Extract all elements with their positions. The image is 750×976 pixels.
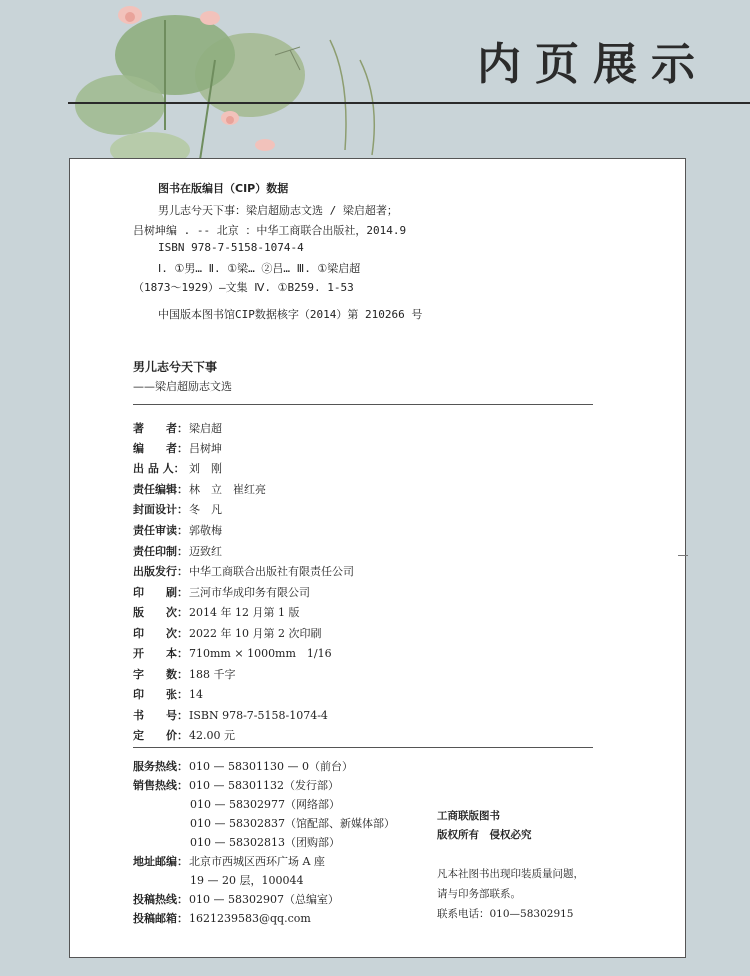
- lotus-illustration: [0, 0, 430, 170]
- contact-value: 010 — 58302907（总编室）: [189, 893, 339, 906]
- info-value: 中华工商联合出版社有限责任公司: [189, 565, 354, 578]
- cip-line: 男儿志兮天下事：梁启超励志文选 / 梁启超著；: [158, 204, 398, 217]
- contact-value: 北京市西城区西环广场 A 座: [189, 855, 325, 868]
- info-value: 梁启超: [189, 422, 222, 435]
- info-label: 印 刷：: [133, 586, 188, 599]
- info-value: 刘 刚: [189, 462, 222, 475]
- contact-label: 投稿邮箱：: [133, 912, 188, 925]
- info-row: [133, 481, 266, 497]
- contact-row: [133, 777, 339, 793]
- contact-label: 服务热线：: [133, 760, 188, 773]
- info-row: [133, 440, 222, 456]
- contact-value: 19 — 20 层，100044: [190, 874, 304, 887]
- quality-notice: 请与印务部联系。: [437, 888, 521, 900]
- info-row: [133, 707, 328, 723]
- contact-value: 010 — 58302977（网络部）: [190, 798, 340, 811]
- info-value: 冬 凡: [189, 503, 222, 516]
- info-row: [133, 563, 354, 579]
- info-value: 林 立 崔红亮: [189, 483, 266, 496]
- info-label: 责任印制：: [133, 545, 188, 558]
- info-label: 责任审读：: [133, 524, 188, 537]
- contact-value: 1621239583@qq.com: [189, 912, 311, 925]
- divider: [133, 404, 593, 405]
- info-label: 责任编辑：: [133, 483, 188, 496]
- contact-label: 投稿热线：: [133, 893, 188, 906]
- info-value: 三河市华成印务有限公司: [189, 586, 310, 599]
- info-label: 封面设计：: [133, 503, 188, 516]
- info-row: [133, 625, 321, 641]
- info-row: [133, 727, 235, 743]
- info-label: 版 次：: [133, 606, 188, 619]
- cip-heading: 图书在版编目（CIP）数据: [158, 182, 289, 195]
- contact-row: [133, 853, 325, 869]
- quality-notice: 凡本社图书出现印装质量问题，: [437, 868, 584, 880]
- info-row: [133, 604, 299, 620]
- contact-value: 010 — 58302813（团购部）: [190, 836, 340, 849]
- info-label: 字 数：: [133, 668, 188, 681]
- contact-row: [133, 910, 311, 926]
- info-row: [133, 666, 236, 682]
- info-label: 书 号：: [133, 709, 188, 722]
- info-label: 定 价：: [133, 729, 188, 742]
- info-value: 42.00 元: [189, 729, 235, 742]
- publisher-name: 工商联版图书: [437, 810, 500, 822]
- info-value: 迈致红: [189, 545, 222, 558]
- cip-line: Ⅰ. ①男… Ⅱ. ①梁… ②吕… Ⅲ. ①梁启超: [158, 262, 361, 275]
- info-value: 188 千字: [189, 668, 236, 681]
- info-value: 710mm × 1000mm 1/16: [189, 647, 332, 660]
- cip-line: ISBN 978-7-5158-1074-4: [158, 241, 304, 254]
- info-row: [133, 645, 332, 661]
- rights-notice: 版权所有 侵权必究: [437, 829, 532, 841]
- info-value: 2022 年 10 月第 2 次印刷: [189, 627, 322, 640]
- info-row: [133, 501, 222, 517]
- book-subtitle: ——梁启超励志文选: [133, 380, 232, 393]
- contact-row: [133, 891, 339, 907]
- info-value: ISBN 978-7-5158-1074-4: [189, 709, 328, 722]
- info-row: [133, 543, 222, 559]
- info-label: 印 次：: [133, 627, 188, 640]
- info-value: 郭敬梅: [189, 524, 222, 537]
- info-label: 出 品 人：: [133, 462, 185, 475]
- info-row: [133, 420, 222, 436]
- info-value: 2014 年 12 月第 1 版: [189, 606, 300, 619]
- contact-value: 010 — 58301132（发行部）: [189, 779, 339, 792]
- info-value: 吕树坤: [189, 442, 222, 455]
- cip-line: （1873～1929）—文集 Ⅳ. ①B259. 1-53: [133, 281, 354, 294]
- contact-phone: 联系电话：010—58302915: [437, 908, 574, 920]
- info-label: 编 者：: [133, 442, 188, 455]
- info-row: [133, 686, 203, 702]
- info-row: [133, 460, 222, 476]
- contact-label: 地址邮编：: [133, 855, 188, 868]
- info-label: 出版发行：: [133, 565, 188, 578]
- cip-line: 中国版本图书馆CIP数据核字（2014）第 210266 号: [158, 308, 423, 321]
- info-row: [133, 522, 222, 538]
- info-row: [133, 584, 310, 600]
- info-label: 著 者：: [133, 422, 188, 435]
- book-title: 男儿志兮天下事: [133, 360, 218, 374]
- info-value: 14: [189, 688, 203, 701]
- page-edge-mark: [678, 555, 688, 556]
- info-label: 开 本：: [133, 647, 188, 660]
- divider: [133, 747, 593, 748]
- contact-row: [133, 758, 353, 774]
- banner-divider: [68, 102, 750, 104]
- contact-label: 销售热线：: [133, 779, 188, 792]
- banner-title: 内页展示: [477, 39, 709, 90]
- contact-value: 010 — 58302837（馆配部、新媒体部）: [190, 817, 395, 830]
- cip-line: 吕树坤编 . -- 北京 ：中华工商联合出版社，2014.9: [133, 224, 407, 237]
- info-label: 印 张：: [133, 688, 188, 701]
- contact-value: 010 — 58301130 — 0（前台）: [189, 760, 353, 773]
